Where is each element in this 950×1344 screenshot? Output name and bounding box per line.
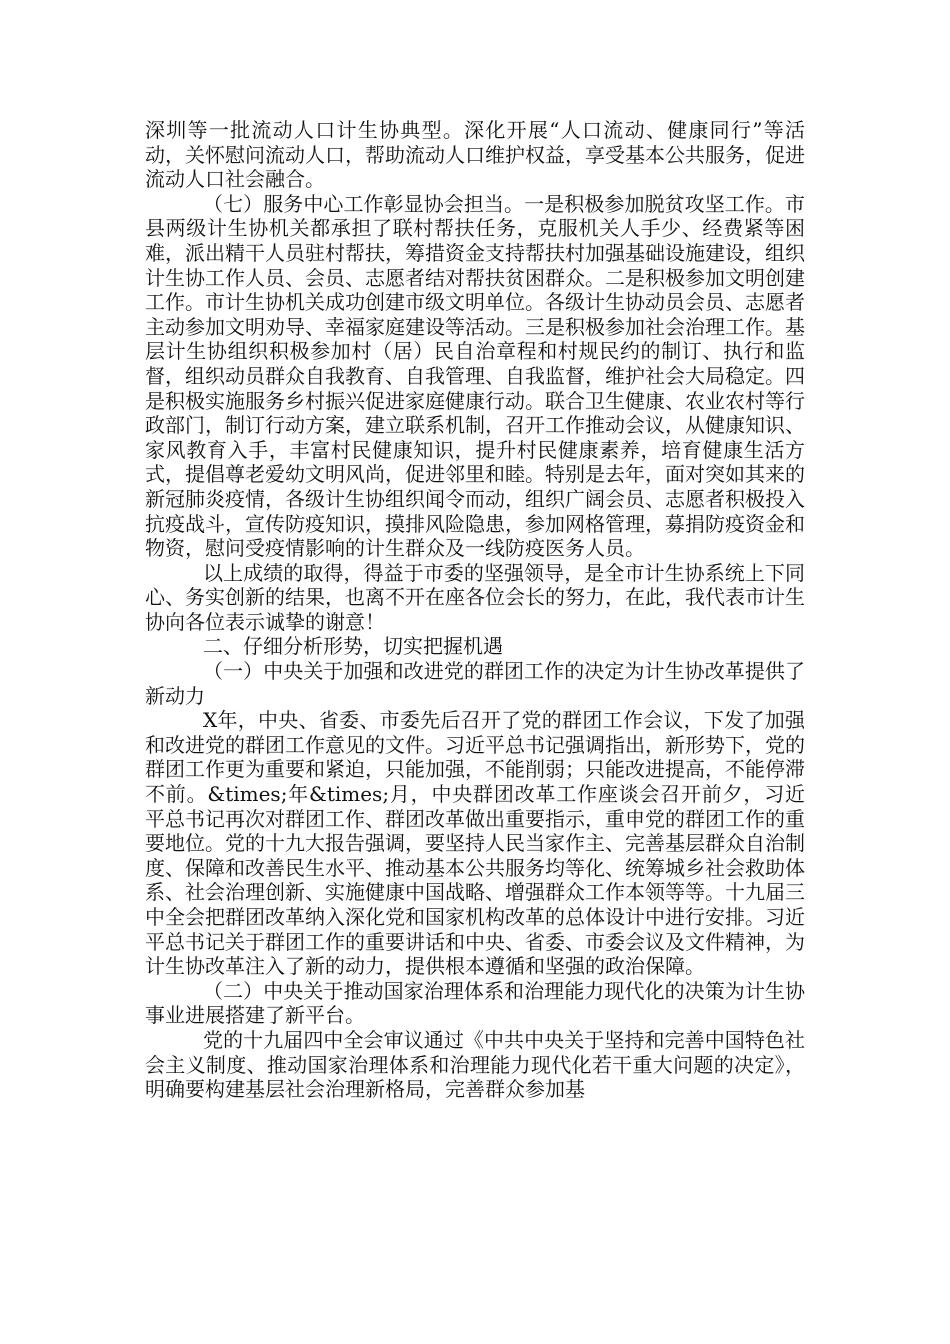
paragraph-service-center: （七）服务中心工作彰显协会担当。一是积极参加脱贫攻坚工作。市县两级计生协机关都承担了联村帮扶任务，克服机关人手少、经费紧等困难，派出精干人员驻村帮扶，筹措资金支持帮扶村加强基础设施建设，组织计生协工作人员、会员、志愿者结对帮扶贫困群众。二是积极参加文明创建工作。市计生协机关成功创建市级文明单位。各级计生协动员会员、志愿者主动参加文明劝导、幸福家庭建设等活动。三是积极参加社会治理工作。基层计生协组织积极参加村（居）民自治章程和村规民约的制订、执行和监督，组织动员群众自我教育、自我管理、自我监督，维护社会大局稳定。四是积极实施服务乡村振兴促进家庭健康行动。联合卫生健康、农业农村等行政部门，制订行动方案，建立联系机制，召开工作推动会议，从健康知识、家风教育入手，丰富村民健康知识，提升村民健康素养，培育健康生活方式，提倡尊老爱幼文明风尚，促进邻里和睦。特别是去年，面对突如其来的新冠肺炎疫情，各级计生协组织闻令而动，组织广阔会员、志愿者积极投入抗疫战斗，宣传防疫知识，摸排风险隐患，参加网格管理，募捐防疫资金和物资，慰问受疫情影响的计生群众及一线防疫医务人员。 (145, 191, 805, 561)
subheading-2: （二）中央关于推动国家治理体系和治理能力现代化的决策为计生协事业进展搭建了新平台。 (145, 978, 805, 1028)
document-body (145, 118, 805, 1102)
paragraph-group-work: X年，中央、省委、市委先后召开了党的群团工作会议，下发了加强和改进党的群团工作意见的文件。习近平总书记强调指出，新形势下，党的群团工作更为重要和紧迫，只能加强，不能削弱；只能改进提高，不能停滞不前。&times;年&times;月，中央群团改革工作座谈会召开前夕，习近平总书记再次对群团工作、群团改革做出重要指示，重申党的群团工作的重要地位。党的十九大报告强调，要坚持人民当家作主、完善基层群众自治制度、保障和改善民生水平、推动基本公共服务均等化、统筹城乡社会救助体系、社会治理创新、实施健康中国战略、增强群众工作本领等等。十九届三中全会把群团改革纳入深化党和国家机构改革的总体设计中进行安排。习近平总书记关于群团工作的重要讲话和中央、省委、市委会议及文件精神，为计生协改革注入了新的动力，提供根本遵循和坚强的政治保障。 (145, 708, 805, 979)
paragraph-thanks: 以上成绩的取得，得益于市委的坚强领导，是全市计生协系统上下同心、务实创新的结果，也离不开在座各位会长的努力，在此，我代表市计生协向各位表示诚挚的谢意！ (145, 560, 805, 634)
paragraph-continuation: 深圳等一批流动人口计生协典型。深化开展“人口流动、健康同行”等活动，关怀慰问流动人口，帮助流动人口维护权益，享受基本公共服务，促进流动人口社会融合。 (145, 118, 805, 192)
paragraph-governance: 党的十九届四中全会审议通过《中共中央关于坚持和完善中国特色社会主义制度、推动国家治理体系和治理能力现代化若干重大问题的决定》，明确要构建基层社会治理新格局，完善群众参加基 (145, 1027, 805, 1102)
subheading-1: （一）中央关于加强和改进党的群团工作的决定为计生协改革提供了新动力 (145, 659, 805, 708)
section-heading-2: 二、仔细分析形势，切实把握机遇 (203, 634, 503, 659)
